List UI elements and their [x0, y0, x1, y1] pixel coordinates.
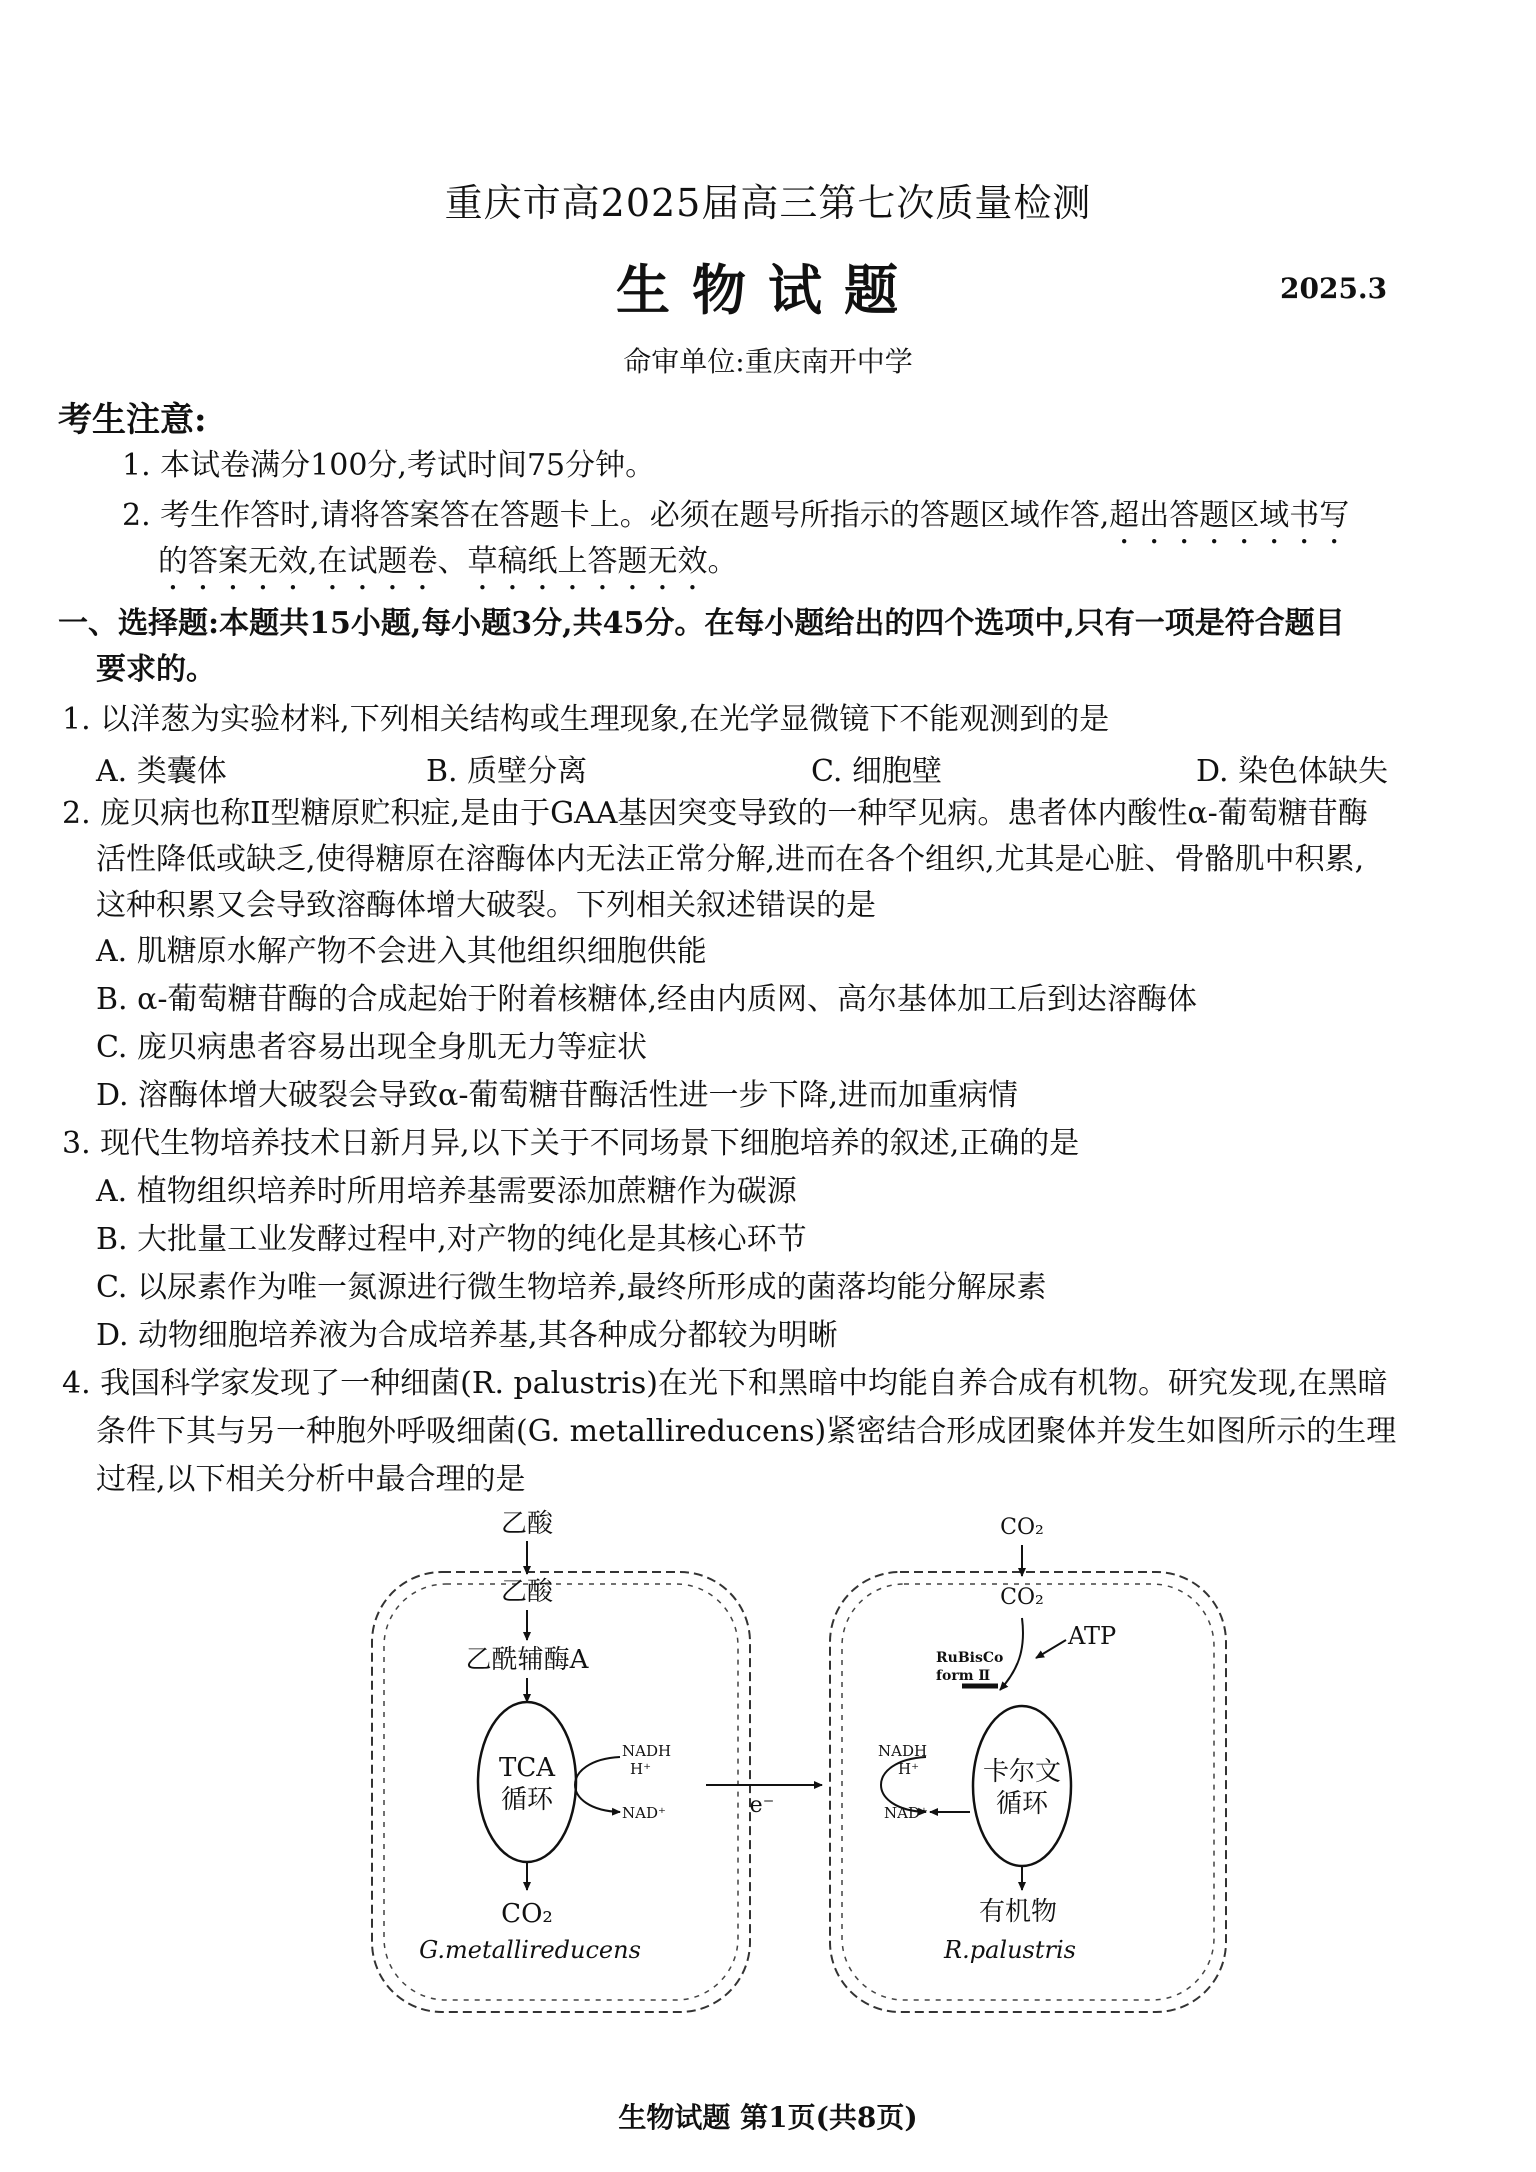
arrow-co2-to-calvin: [1000, 1618, 1023, 1690]
right-h: H⁺: [898, 1760, 919, 1778]
notice-heading: 考生注意:: [58, 400, 207, 440]
q3-option-c: C. 以尿素作为唯一氮源进行微生物培养,最终所形成的菌落均能分解尿素: [96, 1270, 1047, 1305]
exam-title: 重庆市高2025届高三第七次质量检测: [444, 181, 1092, 225]
notice-item-2-cont: 的答案无效,在试题卷、草稿纸上答题无效。: [158, 544, 738, 579]
page-footer: 生物试题 第1页(共8页): [618, 2101, 918, 2134]
organic-matter-label: 有机物: [978, 1897, 1058, 1927]
setter-unit: 命审单位:重庆南开中学: [623, 345, 913, 378]
left-h: H⁺: [630, 1760, 651, 1778]
left-co2: CO₂: [501, 1899, 553, 1929]
q4-stem-2: 条件下其与另一种胞外呼吸细菌(G. metallireducens)紧密结合形成团聚体并发生如图所示的生理: [96, 1414, 1397, 1449]
q3-option-a: A. 植物组织培养时所用培养基需要添加蔗糖作为碳源: [96, 1174, 797, 1209]
left-nadh: NADH: [622, 1742, 672, 1760]
rubisco-label-2: form Ⅱ: [936, 1668, 991, 1684]
q3-stem: 3. 现代生物培养技术日新月异,以下关于不同场景下细胞培养的叙述,正确的是: [62, 1126, 1080, 1161]
right-species-label: R.palustris: [944, 1936, 1076, 1964]
q2-stem-1: 2. 庞贝病也称Ⅱ型糖原贮积症,是由于GAA基因突变导致的一种罕见病。患者体内酸性α-葡萄糖苷酶: [62, 796, 1368, 831]
q4-stem-3: 过程,以下相关分析中最合理的是: [96, 1462, 526, 1497]
q4-stem-1: 4. 我国科学家发现了一种细菌(R. palustris)在光下和黑暗中均能自养合成有机物。研究发现,在黑暗: [62, 1366, 1388, 1401]
calvin-label-2: 循环: [995, 1789, 1049, 1819]
q1-option-d: D. 染色体缺失: [1196, 754, 1389, 789]
tca-label-1: TCA: [498, 1753, 556, 1783]
q2-stem-3: 这种积累又会导致溶酶体增大破裂。下列相关叙述错误的是: [96, 888, 876, 923]
section-heading-cont: 要求的。: [96, 652, 216, 687]
q2-option-b: B. α-葡萄糖苷酶的合成起始于附着核糖体,经由内质网、高尔基体加工后到达溶酶体: [96, 982, 1198, 1017]
subject-title: 生物试题: [616, 258, 920, 322]
left-nad: NAD⁺: [622, 1804, 666, 1822]
rubisco-label-1: RuBisCo: [936, 1650, 1004, 1666]
q1-option-c: C. 细胞壁: [811, 754, 942, 789]
calvin-label-1: 卡尔文: [982, 1757, 1062, 1787]
atp-arrow: [1036, 1640, 1066, 1658]
notice-item-2-emphasis: 超出答题区域书写: [1109, 498, 1350, 533]
q2-option-d: D. 溶酶体增大破裂会导致α-葡萄糖苷酶活性进一步下降,进而加重病情: [96, 1078, 1018, 1113]
right-nadh: NADH: [878, 1742, 928, 1760]
q1-option-a: A. 类囊体: [96, 754, 227, 789]
left-species-label: G.metallireducens: [419, 1936, 641, 1964]
notice-item-2-text: 2. 考生作答时,请将答案答在答题卡上。必须在题号所指示的答题区域作答,: [122, 498, 1110, 533]
q3-option-d: D. 动物细胞培养液为合成培养基,其各种成分都较为明晰: [96, 1318, 838, 1353]
right-inner-co2: CO₂: [1000, 1585, 1044, 1610]
q2-stem-2: 活性降低或缺乏,使得糖原在溶酶体内无法正常分解,进而在各个组织,尤其是心脏、骨骼肌中积累,: [96, 842, 1365, 877]
electron-label: e⁻: [749, 1793, 775, 1818]
notice-item-1: 1. 本试卷满分100分,考试时间75分钟。: [122, 448, 656, 483]
right-top-co2: CO₂: [1000, 1515, 1044, 1540]
atp-label: ATP: [1068, 1622, 1117, 1650]
q2-option-c: C. 庞贝病患者容易出现全身肌无力等症状: [96, 1030, 647, 1065]
left-top-acetate: 乙酸: [500, 1509, 554, 1539]
section-heading: 一、选择题:本题共15小题,每小题3分,共45分。在每小题给出的四个选项中,只有一项是符合题目: [58, 606, 1345, 641]
right-nad: NAD⁺: [884, 1804, 928, 1822]
q1-stem: 1. 以洋葱为实验材料,下列相关结构或生理现象,在光学显微镜下不能观测到的是: [62, 702, 1110, 737]
q2-option-a: A. 肌糖原水解产物不会进入其他组织细胞供能: [96, 934, 707, 969]
q3-option-b: B. 大批量工业发酵过程中,对产物的纯化是其核心环节: [96, 1222, 807, 1257]
left-acetyl-coa: 乙酰辅酶A: [465, 1645, 589, 1675]
left-nadh-cycle-arrow: [575, 1757, 620, 1812]
left-inner-acetate: 乙酸: [500, 1577, 554, 1607]
exam-date: 2025.3: [1280, 272, 1388, 305]
q1-option-b: B. 质壁分离: [426, 754, 588, 789]
tca-label-2: 循环: [500, 1785, 554, 1815]
